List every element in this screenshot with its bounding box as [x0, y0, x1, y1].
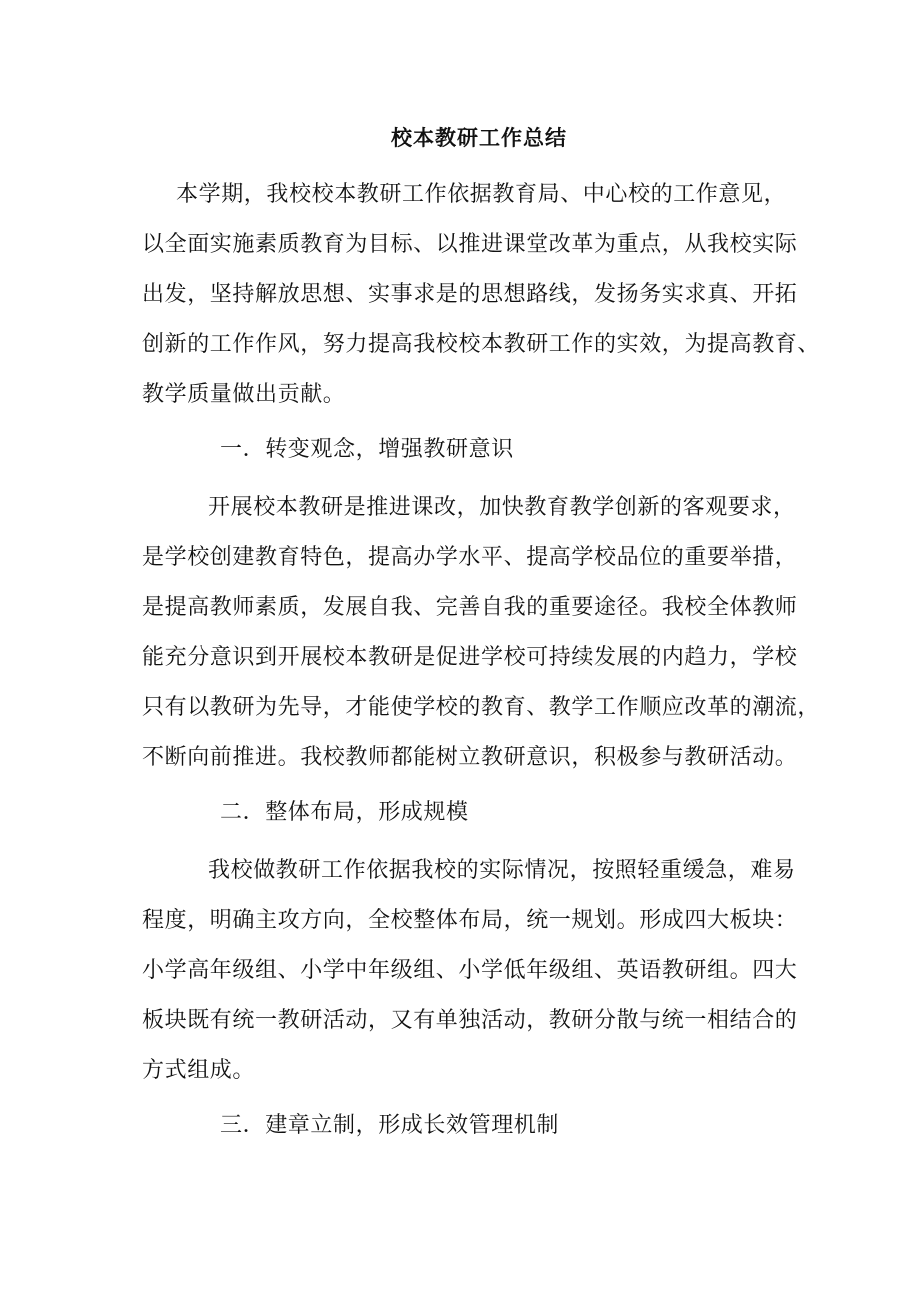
- intro-line-4: 创新的工作作风，努力提高我校校本教研工作的实效，为提高教育、: [142, 332, 821, 357]
- section-1-line-2: 是学校创建教育特色，提高办学水平、提高学校品位的重要举措，: [142, 545, 798, 570]
- section-1-line-4: 能充分意识到开展校本教研是促进学校可持续发展的内趋力，学校: [142, 645, 798, 670]
- section-1-line-1: 开展校本教研是推进课改，加快教育教学创新的客观要求，: [208, 495, 796, 520]
- section-1-line-6: 不断向前推进。我校教师都能树立教研意识，积极参与教研活动。: [142, 745, 798, 770]
- intro-line-3: 出发，坚持解放思想、实事求是的思想路线，发扬务实求真、开拓: [142, 282, 798, 307]
- section-1-line-5: 只有以教研为先导，才能使学校的教育、教学工作顺应改革的潮流，: [142, 695, 821, 720]
- section-1-heading: 一．转变观念，增强教研意识: [220, 437, 514, 462]
- intro-line-5: 教学质量做出贡献。: [142, 382, 346, 407]
- section-2-line-1: 我校做教研工作依据我校的实际情况，按照轻重缓急，难易: [208, 858, 796, 883]
- intro-line-1: 本学期，我校校本教研工作依据教育局、中心校的工作意见，: [176, 182, 787, 207]
- section-1-line-3: 是提高教师素质，发展自我、完善自我的重要途径。我校全体教师: [142, 595, 798, 620]
- section-2-line-3: 小学高年级组、小学中年级组、小学低年级组、英语教研组。四大: [142, 958, 798, 983]
- section-2-line-2: 程度，明确主攻方向，全校整体布局，统一规划。形成四大板块：: [142, 908, 798, 933]
- section-2-heading: 二．整体布局，形成规模: [220, 800, 469, 825]
- document-title: 校本教研工作总结: [391, 125, 567, 150]
- section-2-line-4: 板块既有统一教研活动，又有单独活动，教研分散与统一相结合的: [142, 1008, 798, 1033]
- section-2-line-5: 方式组成。: [142, 1058, 256, 1083]
- intro-line-2: 以全面实施素质教育为目标、以推进课堂改革为重点，从我校实际: [142, 232, 798, 257]
- section-3-heading: 三．建章立制，形成长效管理机制: [220, 1113, 560, 1138]
